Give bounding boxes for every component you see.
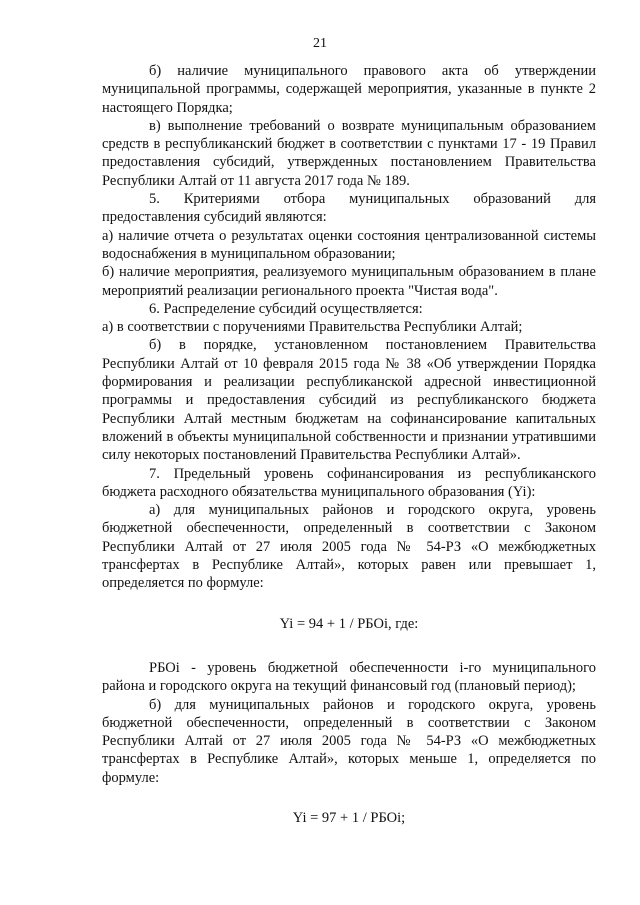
page-number: 21 (313, 36, 327, 51)
paragraph-5a: а) наличие отчета о результатах оценки состояния централизованной системы водоснабжения в муниципальном образовании; (102, 227, 596, 262)
paragraph-7: 7. Предельный уровень софинансирования из республиканского бюджета расходного обязательства муниципального образования (Yi): (102, 465, 596, 500)
paragraph-5: 5. Критериями отбора муниципальных образований для предоставления субсидий являются: (102, 191, 596, 226)
paragraph-7b: б) для муниципальных районов и городского округа, уровень бюджетной обеспеченности, определенный в соответствии с Законом Республики Алтай от 27 июля 2005 года № 54-РЗ «О межбюджетных трансфертах в Республике Алтай», которых меньше 1, определяется по формуле: (102, 696, 596, 786)
paragraph-1c: в) выполнение требований о возврате муниципальным образованием средств в республиканский бюджет в соответствии с пунктами 17 - 19 Правил предоставления субсидий, утвержденных постановлением Правительства Республики Алтай от 11 августа 2017 года № 189. (102, 117, 596, 189)
paragraph-6b: б) в порядке, установленном постановлением Правительства Республики Алтай от 10 февраля 2015 года № 38 «Об утверждении Порядка формирования и реализации республиканской адресной инвестиционной программы и предоставления субсидий из республиканского бюджета Республики Алтай местным бюджетам на софинансирование капитальных вложений в объекты муниципальной собственности и признании утратившими силу некоторых постановлений Правительства Республики Алтай». (102, 337, 596, 464)
paragraph-7a: а) для муниципальных районов и городского округа, уровень бюджетной обеспеченности, определенный в соответствии с Законом Республики Алтай от 27 июля 2005 года № 54-РЗ «О межбюджетных трансфертах в Республике Алтай», которых равен или превышает 1, определяется по формуле: (102, 502, 596, 592)
formula-1: Yi = 94 + 1 / РБОi, где: (279, 615, 419, 632)
formula-2: Yi = 97 + 1 / РБОi; (292, 809, 406, 826)
paragraph-1b: б) наличие муниципального правового акта об утверждении муниципальной программы, содержащей мероприятия, указанные в пункте 2 настоящего Порядка; (102, 63, 596, 116)
paragraph-5b: б) наличие мероприятия, реализуемого муниципальным образованием в плане мероприятий реализации регионального проекта "Чистая вода". (102, 264, 596, 299)
paragraph-6: 6. Распределение субсидий осуществляется: (149, 300, 423, 317)
paragraph-6a: а) в соответствии с поручениями Правительства Республики Алтай; (102, 319, 523, 336)
paragraph-rbo-definition: РБОi - уровень бюджетной обеспеченности i-го муниципального района и городского округа на текущий финансовый год (плановый период); (102, 659, 596, 695)
document-body (102, 62, 596, 853)
